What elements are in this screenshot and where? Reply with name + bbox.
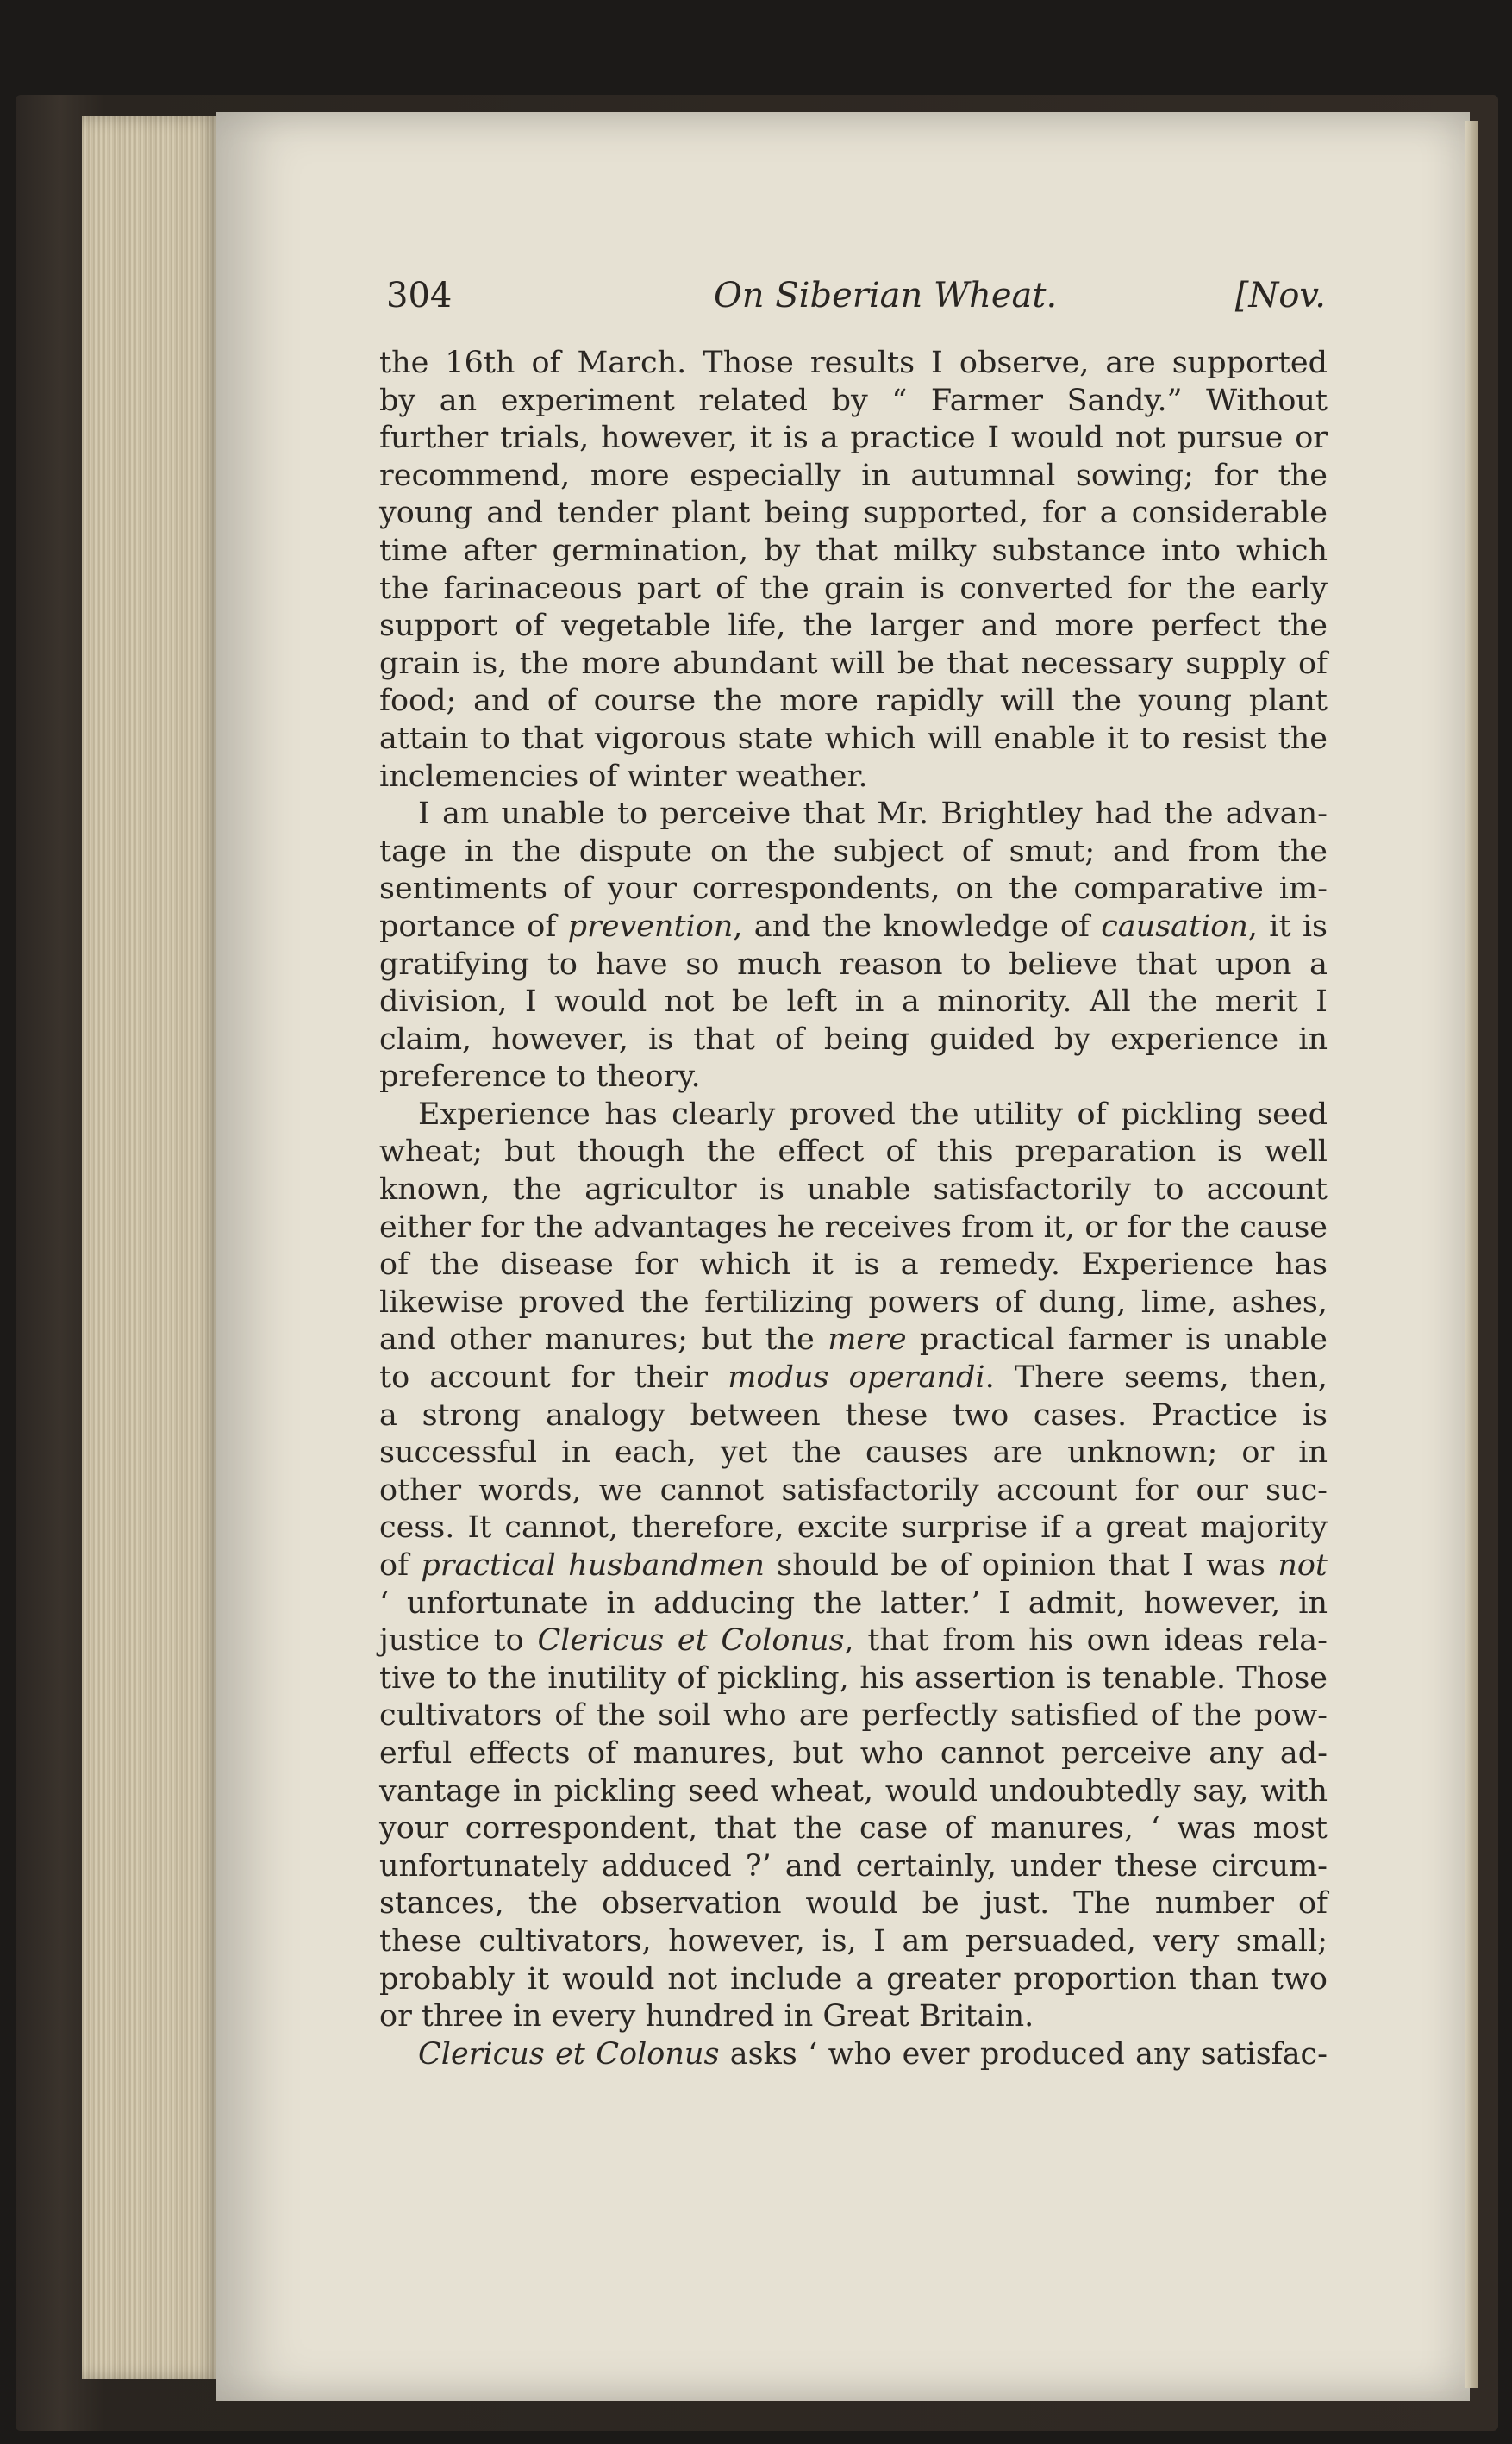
text-line: your correspondent, that the case of manures, ‘ was most xyxy=(379,1811,1328,1847)
text-line: erful effects of manures, but who cannot perceive any ad- xyxy=(379,1735,1328,1771)
header-month: [Nov. xyxy=(1234,276,1326,316)
text-line: tage in the dispute on the subject of smut; and from the xyxy=(379,834,1328,869)
text-line: support of vegetable life, the larger and more perfect the xyxy=(379,609,1328,644)
text-line: Experience has clearly proved the utility of pickling seed xyxy=(418,1097,1328,1132)
text-line: attain to that vigorous state which will enable it to resist the xyxy=(379,721,1328,756)
text-line: recommend, more especially in autumnal sowing; for the xyxy=(379,458,1328,493)
text-line: either for the advantages he receives from it, or for the cause xyxy=(379,1209,1328,1245)
text-line: likewise proved the fertilizing powers of dung, lime, ashes, xyxy=(379,1285,1328,1320)
text-line: ‘ unfortunate in adducing the latter.’ I admit, however, in xyxy=(379,1585,1328,1621)
text-line: a strong analogy between these two cases. Practice is xyxy=(379,1397,1328,1433)
text-line: Clericus et Colonus asks ‘ who ever produced any satisfac- xyxy=(418,2036,1328,2072)
running-title: On Siberian Wheat. xyxy=(714,276,1058,316)
text-line: I am unable to perceive that Mr. Brightley had the advan- xyxy=(418,797,1328,832)
text-line: inclemencies of winter weather. xyxy=(379,759,868,794)
text-line: unfortunately adduced ?’ and certainly, under these circum- xyxy=(379,1848,1328,1884)
right-page-edge xyxy=(1465,121,1478,2388)
text-line: by an experiment related by “ Farmer Sandy.” Without xyxy=(379,383,1328,418)
text-line: known, the agricultor is unable satisfactorily to account xyxy=(379,1172,1328,1208)
text-line: further trials, however, it is a practice I would not pursue or xyxy=(379,421,1328,456)
text-line: stances, the observation would be just. The number of xyxy=(379,1886,1328,1922)
text-line: successful in each, yet the causes are unknown; or in xyxy=(379,1435,1328,1471)
text-line: probably it would not include a greater proportion than two xyxy=(379,1961,1328,1997)
text-line: these cultivators, however, is, I am persuaded, very small; xyxy=(379,1923,1328,1959)
text-line: of the disease for which it is a remedy. Experience has xyxy=(379,1247,1328,1283)
text-line: gratifying to have so much reason to believe that upon a xyxy=(379,947,1328,982)
text-line: cultivators of the soil who are perfectly satisfied of the pow- xyxy=(379,1698,1328,1734)
text-line: grain is, the more abundant will be that necessary supply of xyxy=(379,646,1328,681)
text-line: to account for their modus operandi. There seems, then, xyxy=(379,1360,1328,1396)
page-edges xyxy=(82,116,220,2379)
text-line: food; and of course the more rapidly will the young plant xyxy=(379,684,1328,719)
text-line: time after germination, by that milky substance into which xyxy=(379,533,1328,568)
body-text xyxy=(379,345,1328,2073)
text-line: other words, we cannot satisfactorily account for our suc- xyxy=(379,1472,1328,1508)
text-line: the farinaceous part of the grain is converted for the early xyxy=(379,571,1328,606)
text-line: claim, however, is that of being guided by experience in xyxy=(379,1022,1328,1057)
text-line: and other manures; but the mere practical farmer is unable xyxy=(379,1322,1328,1358)
text-line: portance of prevention, and the knowledge of causation, it is xyxy=(379,909,1328,944)
text-line: preference to theory. xyxy=(379,1059,701,1095)
text-line: young and tender plant being supported, for a considerable xyxy=(379,496,1328,531)
running-header xyxy=(386,276,1326,328)
text-line: of practical husbandmen should be of opinion that I was not xyxy=(379,1548,1328,1583)
text-line: tive to the inutility of pickling, his assertion is tenable. Those xyxy=(379,1660,1328,1696)
text-line: the 16th of March. Those results I observe, are supported xyxy=(379,346,1328,380)
text-line: justice to Clericus et Colonus, that from his own ideas rela- xyxy=(379,1623,1328,1659)
text-line: sentiments of your correspondents, on the comparative im- xyxy=(379,872,1328,907)
page-number: 304 xyxy=(386,276,453,316)
text-line: vantage in pickling seed wheat, would undoubtedly say, with xyxy=(379,1773,1328,1809)
text-line: wheat; but though the effect of this preparation is well xyxy=(379,1134,1328,1170)
text-line: division, I would not be left in a minority. All the merit I xyxy=(379,984,1328,1020)
text-line: cess. It cannot, therefore, excite surprise if a great majority xyxy=(379,1510,1328,1546)
text-line: or three in every hundred in Great Britain. xyxy=(379,1999,1034,2035)
